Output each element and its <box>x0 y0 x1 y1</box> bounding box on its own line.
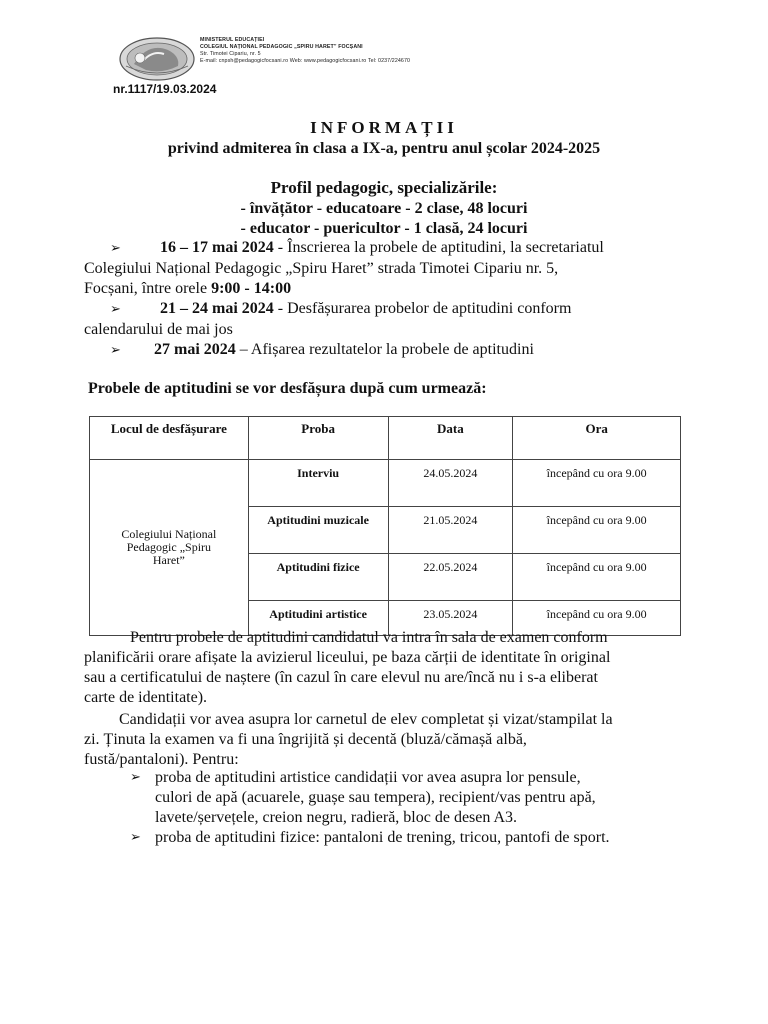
paragraph-line: Pentru probele de aptitudini candidatul va intra în sala de examen conform <box>130 629 608 646</box>
profile-item: - educator - puericultor - 1 clasă, 24 locuri <box>240 220 528 237</box>
header-line: COLEGIUL NAȚIONAL PEDAGOGIC „SPIRU HARET” FOCȘANI <box>200 44 363 50</box>
proba-cell: Aptitudini muzicale <box>248 507 388 554</box>
proba-cell: Interviu <box>248 460 388 507</box>
paragraph-line: fustă/pantaloni). Pentru: <box>84 751 239 768</box>
column-header: Data <box>388 417 513 460</box>
requirement-line: lavete/șervețele, creion negru, radieră, bloc de desen A3. <box>155 809 518 826</box>
table-header-row <box>90 417 681 460</box>
proba-cell: Aptitudini artistice <box>248 601 388 636</box>
table-row <box>90 460 681 507</box>
paragraph-line: planificării orare afișate la avizierul liceului, pe baza cărții de identitate în original <box>84 649 611 666</box>
date-cell: 23.05.2024 <box>388 601 513 636</box>
school-logo <box>118 36 196 82</box>
timeline-text: – Afișarea rezultatelor la probele de aptitudini <box>235 341 534 358</box>
profile-heading: Profil pedagogic, specializările: <box>270 178 498 197</box>
requirement-line: proba de aptitudini fizice: pantaloni de trening, tricou, pantofi de sport. <box>155 829 610 846</box>
time-cell: începând cu ora 9.00 <box>513 554 681 601</box>
arrow-bullet-icon: ➢ <box>130 830 141 845</box>
date-cell: 21.05.2024 <box>388 507 513 554</box>
header-line: MINISTERUL EDUCAȚIEI <box>200 37 265 43</box>
arrow-bullet-icon: ➢ <box>110 302 121 317</box>
profile-item: - învățător - educatoare - 2 clase, 48 locuri <box>240 200 528 217</box>
date-cell: 24.05.2024 <box>388 460 513 507</box>
paragraph-identity <box>84 628 694 708</box>
arrow-bullet-icon: ➢ <box>110 343 121 358</box>
timeline-item <box>84 238 684 299</box>
timeline-item <box>84 299 684 340</box>
location-line: Pedagogic „Spiru <box>126 540 212 554</box>
timeline-date: 16 – 17 mai 2024 <box>160 239 274 256</box>
requirement-line: culori de apă (acuarele, guașe sau tempera), recipient/vas pentru apă, <box>155 789 596 806</box>
document-subtitle: privind admiterea în clasa a IX-a, pentru anul școlar 2024-2025 <box>167 140 601 157</box>
schedule-table <box>89 416 681 636</box>
location-cell <box>90 460 249 636</box>
requirement-item <box>130 768 710 828</box>
timeline-text: Focșani, între orele <box>84 280 212 297</box>
institution-header <box>200 37 410 65</box>
document-title: INFORMAȚII <box>310 118 458 137</box>
paragraph-line: zi. Ținuta la examen va fi una îngrijită și decentă (bluză/cămașă albă, <box>84 731 527 748</box>
paragraph-line: carte de identitate). <box>84 689 208 706</box>
location-line: Haret” <box>152 553 185 567</box>
header-line: Str. Timotei Cipariu, nr. 5 <box>200 51 261 57</box>
timeline-text: calendarului de mai jos <box>84 321 233 338</box>
timeline-date: 27 mai 2024 <box>154 341 236 358</box>
time-cell: începând cu ora 9.00 <box>513 460 681 507</box>
timeline-hours: 9:00 - 14:00 <box>211 280 292 297</box>
registration-number: nr.1117/19.03.2024 <box>113 82 217 96</box>
time-cell: începând cu ora 9.00 <box>513 507 681 554</box>
arrow-bullet-icon: ➢ <box>130 770 141 785</box>
timeline-text: Colegiului Național Pedagogic „Spiru Haret” strada Timotei Cipariu nr. 5, <box>84 260 559 277</box>
proba-cell: Aptitudini fizice <box>248 554 388 601</box>
timeline-item <box>84 340 684 361</box>
arrow-bullet-icon: ➢ <box>110 241 121 256</box>
date-cell: 22.05.2024 <box>388 554 513 601</box>
time-cell: începând cu ora 9.00 <box>513 601 681 636</box>
column-header: Locul de desfășurare <box>90 417 249 460</box>
paragraph-line: sau a certificatului de naștere (în cazul în care elevul nu are/încă nu i s-a eliberat <box>84 669 598 686</box>
header-line: E-mail: cnpsh@pedagogicfocsani.ro Web: www.pedagogicfocsani.ro Tel: 0237/224670 <box>200 58 411 64</box>
timeline-text: - Desfășurarea probelor de aptitudini conform <box>273 300 572 317</box>
paragraph-line: Candidații vor avea asupra lor carnetul de elev completat și vizat/stampilat la <box>119 711 613 728</box>
location-line: Colegiului Național <box>121 527 217 541</box>
timeline-date: 21 – 24 mai 2024 <box>160 300 274 317</box>
paragraph-attire <box>84 710 694 770</box>
timeline-text: - Înscrierea la probele de aptitudini, la secretariatul <box>273 239 604 256</box>
column-header: Ora <box>513 417 681 460</box>
column-header: Proba <box>248 417 388 460</box>
schedule-heading: Probele de aptitudini se vor desfășura după cum urmează: <box>88 380 487 397</box>
requirement-line: proba de aptitudini artistice candidații vor avea asupra lor pensule, <box>155 769 581 786</box>
requirement-item <box>130 828 730 848</box>
